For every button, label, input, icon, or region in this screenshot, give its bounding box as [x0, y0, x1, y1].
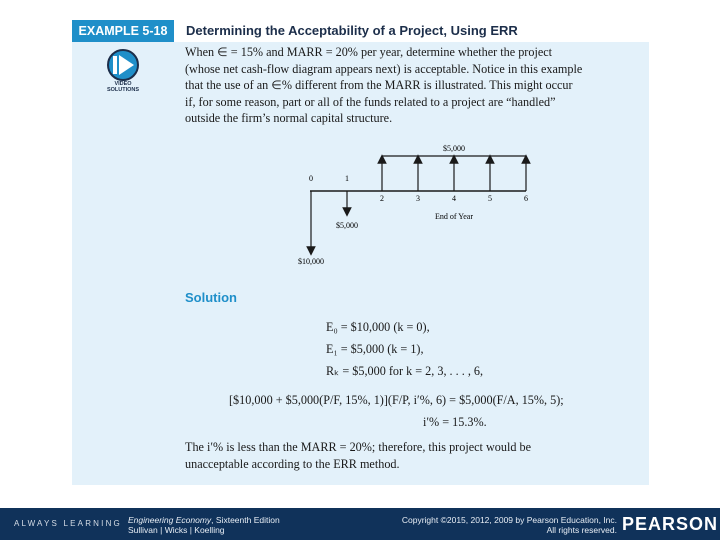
- year-label: 2: [380, 194, 384, 203]
- problem-line: When ∈ = 15% and MARR = 20% per year, determine whether the project: [185, 45, 553, 59]
- problem-line: if, for some reason, part or all of the funds related to a project are “handled”: [185, 94, 556, 109]
- pearson-logo: PEARSON: [622, 514, 719, 534]
- year-label: 4: [452, 194, 456, 203]
- year-label: 6: [524, 194, 528, 203]
- year-label: 5: [488, 194, 492, 203]
- year0-outflow-label: $10,000: [298, 257, 324, 266]
- year1-outflow-label: $5,000: [336, 221, 358, 230]
- equation-result: i′% = 15.3%.: [423, 415, 487, 429]
- equation-e0: E₀ = $10,000 (k = 0),: [326, 320, 430, 334]
- equation-err: [$10,000 + $5,000(P/F, 15%, 1)](F/P, i′%, 6) = $5,000(F/A, 15%, 5);: [229, 393, 564, 407]
- conclusion-line: The i′% is less than the MARR = 20%; therefore, this project would be: [185, 440, 531, 454]
- problem-line: that the use of an ∈% different from the MARR is illustrated. This might occur: [185, 78, 573, 93]
- rights-line: All rights reserved.: [546, 525, 617, 535]
- problem-line: (whose net cash-flow diagram appears next) is acceptable. Notice in this example: [185, 61, 583, 76]
- inflow-label: $5,000: [443, 144, 465, 153]
- year-label: 3: [416, 194, 420, 203]
- copyright-notice: [355, 515, 617, 535]
- year-label: 1: [345, 174, 349, 183]
- copyright-line: Copyright ©2015, 2012, 2009 by Pearson Education, Inc.: [401, 515, 617, 525]
- year-label: 0: [309, 174, 313, 183]
- example-title: Determining the Acceptability of a Project, Using ERR: [186, 23, 518, 38]
- conclusion: [185, 439, 637, 472]
- problem-line: outside the firm’s normal capital structure.: [185, 111, 393, 126]
- conclusion-line: unacceptable according to the ERR method.: [185, 456, 400, 471]
- footer-bar: [0, 508, 720, 540]
- equation-e1: E₁ = $5,000 (k = 1),: [326, 342, 424, 356]
- always-learning-label: ALWAYS LEARNING: [14, 519, 122, 528]
- video-solutions-label: VIDEO SOLUTIONS: [106, 81, 140, 93]
- book-edition: , Sixteenth Edition: [211, 515, 280, 525]
- book-title: Engineering Economy: [128, 515, 212, 525]
- book-credit: [128, 515, 280, 535]
- problem-statement: [185, 44, 637, 127]
- cash-flow-diagram: [290, 140, 550, 268]
- book-authors: Sullivan | Wicks | Koelling: [128, 525, 225, 535]
- example-label: EXAMPLE 5-18: [72, 20, 174, 42]
- axis-label: End of Year: [435, 212, 473, 221]
- solution-heading: Solution: [185, 290, 237, 305]
- equation-rk: Rₖ = $5,000 for k = 2, 3, . . . , 6,: [326, 364, 484, 378]
